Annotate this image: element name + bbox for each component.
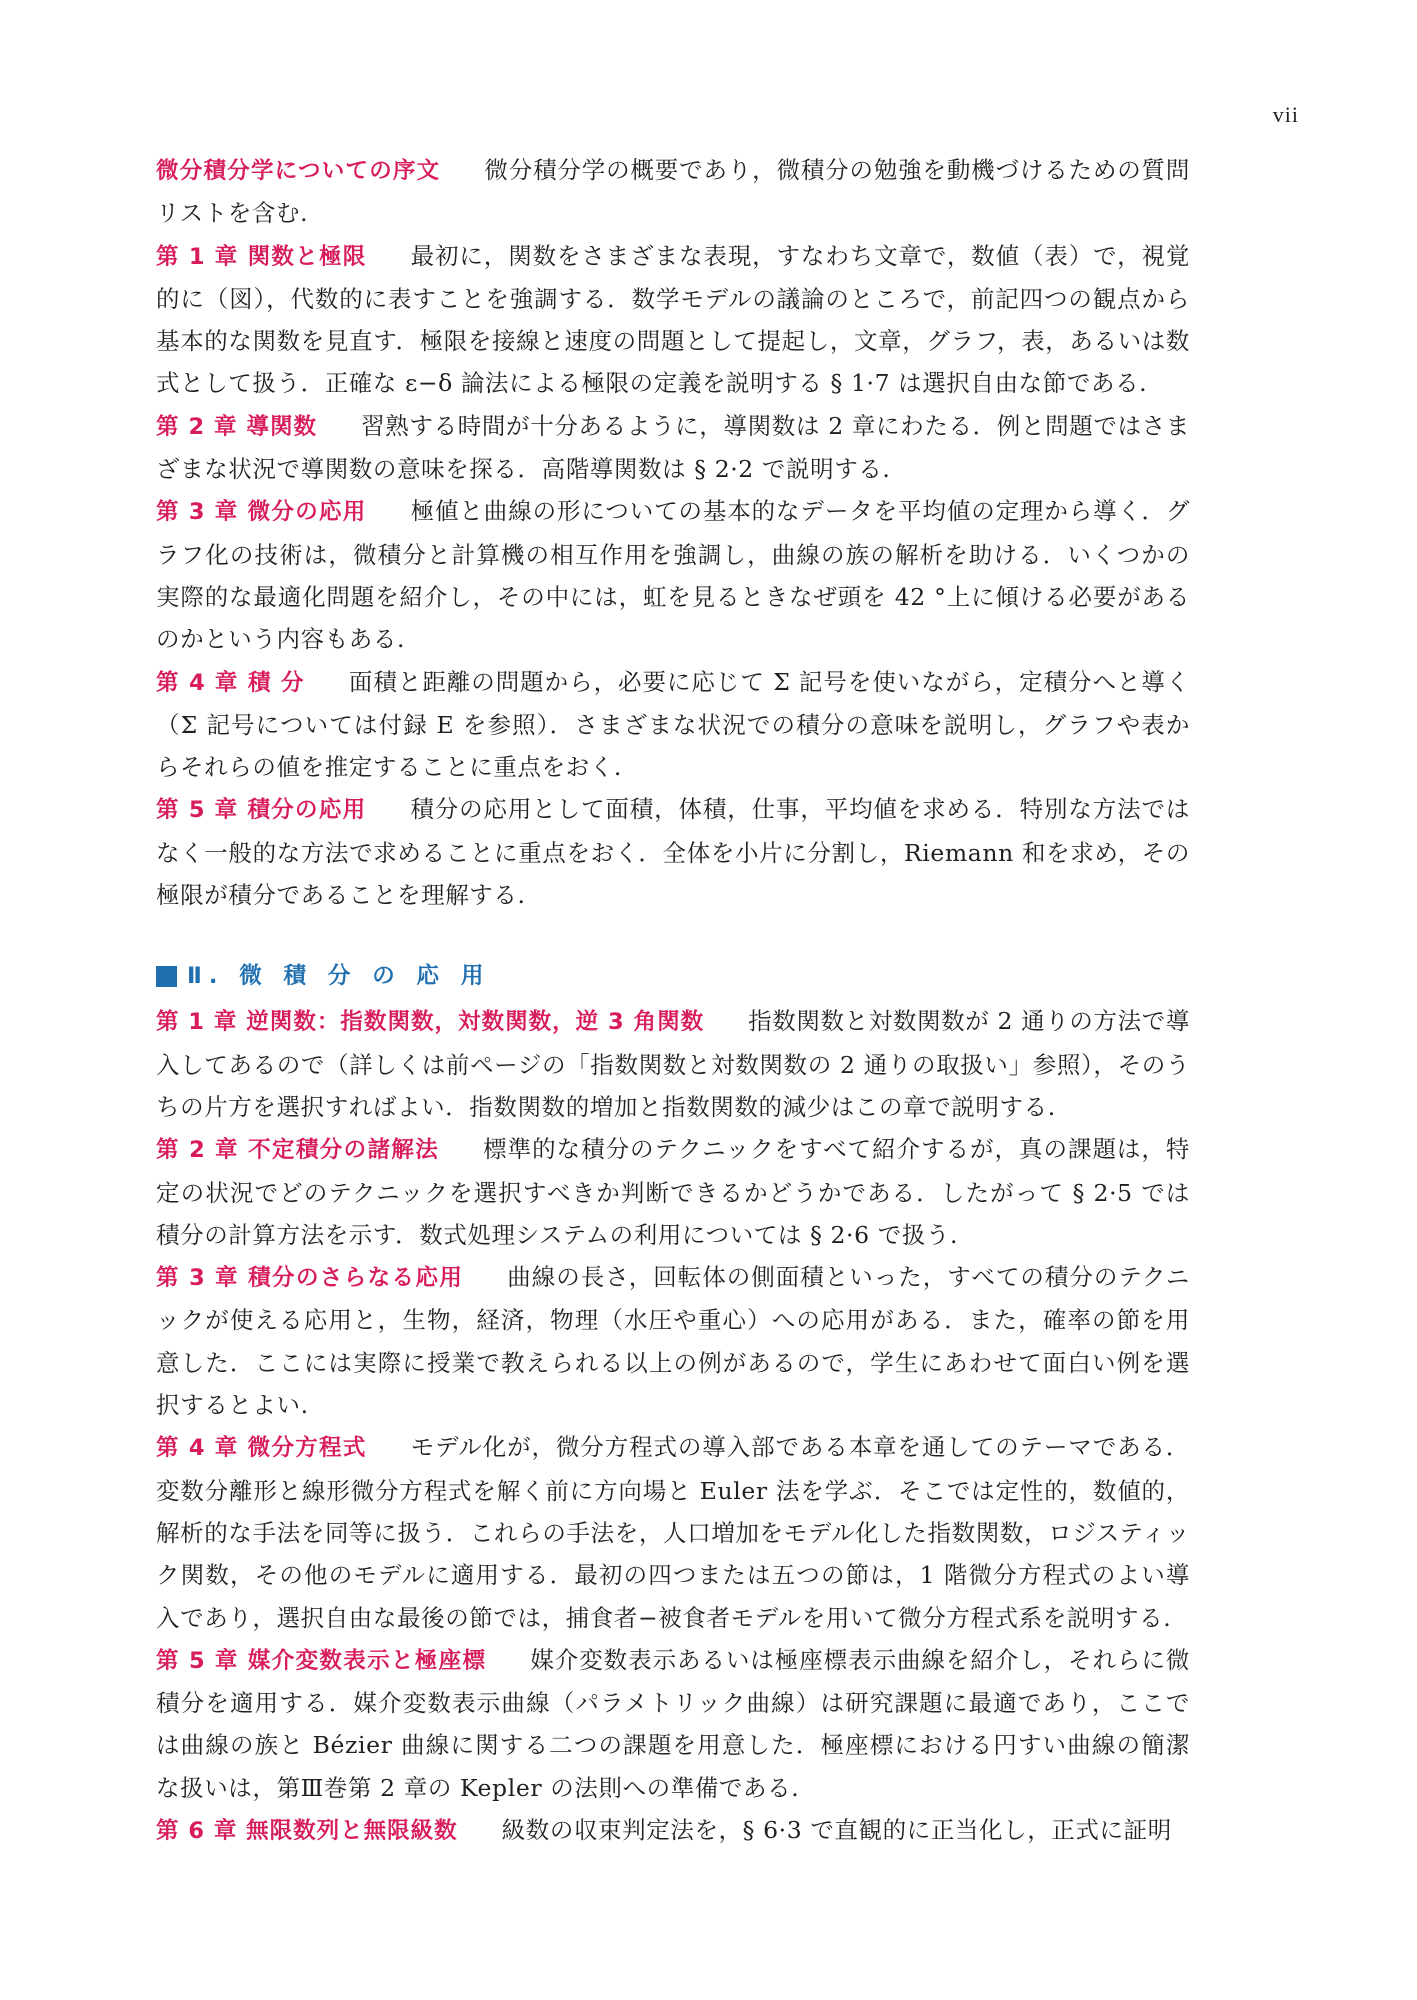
part2-chapter-3-title: 第 3 章 積分のさらなる応用: [156, 1265, 464, 1292]
preface-title: 微分積分学についての序文: [156, 158, 441, 184]
page-body: [156, 149, 1190, 1852]
preface-text: 微分積分学の概要であり，微積分の勉強を動機づけるための質問リストを含む.: [156, 156, 1190, 228]
chapter-1-entry: [156, 235, 1190, 405]
part2-chapter-5-title: 第 5 章 媒介変数表示と極座標: [156, 1647, 487, 1674]
section-heading-text: Ⅱ. 微 積 分 の 応 用: [187, 963, 491, 990]
part2-chapter-6-text: 級数の収束判定法を，§ 6·3 で直観的に正当化し，正式に証明: [501, 1815, 1172, 1844]
part2-chapter-2-entry: [156, 1128, 1190, 1256]
chapter-5-title: 第 5 章 積分の応用: [156, 797, 367, 824]
chapter-4-entry: [156, 661, 1190, 789]
chapter-2-title: 第 2 章 導関数: [156, 413, 318, 440]
page-number: vii: [1272, 102, 1299, 127]
part2-chapter-4-text: モデル化が，微分方程式の導入部である本章を通してのテーマである．変数分離形と線形微分方程式を解く前に方向場と Euler 法を学ぶ．そこでは定性的，数値的，解析的な手法を同等に扱う．これらの手法を，人口増加をモデル化した指数関数，ロジスティック関数，その他のモデルに適用する．最初の四つまたは五つの節は，1 階微分方程式のよい導入であり，選択自由な最後の節では，捕食者−被食者モデルを用いて微分方程式系を説明する.: [156, 1433, 1191, 1632]
preface-entry: [156, 149, 1190, 235]
part2-chapter-6-title: 第 6 章 無限数列と無限級数: [156, 1817, 458, 1844]
chapter-2-text: 習熟する時間が十分あるように，導関数は 2 章にわたる．例と問題ではさまざまな状況で導関数の意味を探る．高階導関数は § 2·2 で説明する.: [156, 411, 1190, 484]
chapter-1-title: 第 1 章 関数と極限: [156, 243, 367, 270]
part2-chapter-1-title: 第 1 章 逆関数：指数関数，対数関数，逆 3 角関数: [156, 1009, 705, 1036]
part2-chapter-5-entry: [156, 1639, 1190, 1809]
part2-chapter-5-text: 媒介変数表示あるいは極座標表示曲線を紹介し，それらに微積分を適用する．媒介変数表示曲線（パラメトリック曲線）は研究課題に最適であり，ここでは曲線の族と Bézier 曲線に関する二つの課題を用意した．極座標における円すい曲線の簡潔な扱いは，第Ⅲ巻第 2 章の Kepler の法則への準備である.: [156, 1645, 1191, 1802]
chapter-2-entry: [156, 405, 1190, 491]
part2-chapter-3-text: 曲線の長さ，回転体の側面積といった，すべての積分のテクニックが使える応用と，生物，経済，物理（水圧や重心）への応用がある．また，確率の節を用意した．ここには実際に授業で教えられる以上の例があるので，学生にあわせて面白い例を選択するとよい.: [156, 1263, 1191, 1420]
chapter-1-text: 最初に，関数をさまざまな表現，すなわち文章で，数値（表）で，視覚的に（図），代数的に表すことを強調する．数学モデルの議論のところで，前記四つの観点から基本的な関数を見直す．極限を接線と速度の問題として提起し，文章，グラフ，表，あるいは数式として扱う．正確な ε−δ 論法による極限の定義を説明する § 1·7 は選択自由な節である.: [156, 241, 1191, 398]
chapter-4-text: 面積と距離の問題から，必要に応じて Σ 記号を使いながら，定積分へと導く（Σ 記号については付録 E を参照）．さまざまな状況での積分の意味を説明し，グラフや表からそれらの値を推定することに重点をおく.: [156, 667, 1190, 782]
chapter-3-entry: [156, 490, 1190, 660]
chapter-3-title: 第 3 章 微分の応用: [156, 499, 367, 526]
square-bullet-icon: [156, 966, 177, 987]
part2-chapter-1-text: 指数関数と対数関数が 2 通りの方法で導入してあるので（詳しくは前ページの「指数関数と対数関数の 2 通りの取扱い」参照），そのうちの片方を選択すればよい．指数関数的増加と指数関数的減少はこの章で説明する.: [156, 1007, 1190, 1121]
part2-chapter-4-title: 第 4 章 微分方程式: [156, 1435, 367, 1462]
chapter-5-text: 積分の応用として面積，体積，仕事，平均値を求める．特別な方法ではなく一般的な方法で求めることに重点をおく．全体を小片に分割し，Riemann 和を求め，その極限が積分であることを理解する.: [156, 795, 1190, 910]
chapter-4-title: 第 4 章 積 分: [156, 669, 305, 696]
part2-chapter-1-entry: [156, 1000, 1190, 1128]
chapter-3-text: 極値と曲線の形についての基本的なデータを平均値の定理から導く．グラフ化の技術は，微積分と計算機の相互作用を強調し，曲線の族の解析を助ける．いくつかの実際的な最適化問題を紹介し，その中には，虹を見るときなぜ頭を 42 °上に傾ける必要があるのかという内容もある.: [156, 497, 1191, 654]
part2-chapter-2-title: 第 2 章 不定積分の諸解法: [156, 1137, 440, 1164]
section-heading: [156, 956, 1190, 996]
part2-chapter-3-entry: [156, 1256, 1190, 1426]
part2-chapter-6-entry: [156, 1809, 1190, 1852]
part2-chapter-4-entry: [156, 1426, 1190, 1638]
part2-chapter-2-text: 標準的な積分のテクニックをすべて紹介するが，真の課題は，特定の状況でどのテクニックを選択すべきか判断できるかどうかである．したがって § 2·5 では積分の計算方法を示す．数式処理システムの利用については § 2·6 で扱う.: [156, 1135, 1190, 1249]
chapter-5-entry: [156, 788, 1190, 916]
